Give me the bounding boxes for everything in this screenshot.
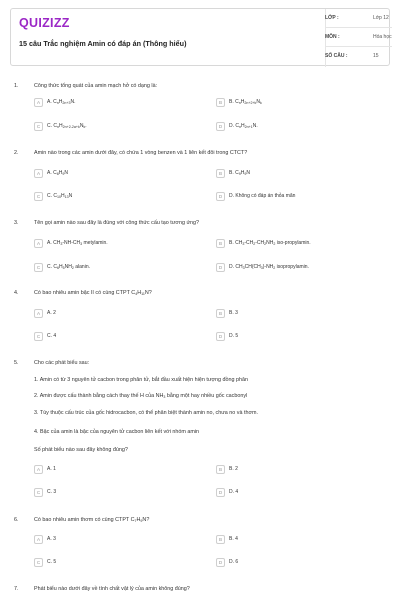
option-text: D. $C_nH_{2n+1}N$. <box>229 123 258 129</box>
option-text: B. $C_9H_9N$ <box>229 170 250 176</box>
option-letter-box: B <box>216 169 225 178</box>
question-text: Có bao nhiêu amin thơm có cùng CTPT $C_7H_9N$? <box>34 517 150 523</box>
option-text: B. $C_nH_{2n+2+k}N_k$ <box>229 99 262 105</box>
option-letter-box: A <box>34 309 43 318</box>
option-text: D. 6 <box>229 559 239 565</box>
option-letter-box: C <box>34 263 43 272</box>
answer-option-a[interactable] <box>34 309 202 319</box>
option-letter-box: C <box>34 192 43 201</box>
answer-option-b[interactable] <box>216 465 384 475</box>
answer-option-d[interactable] <box>216 558 384 568</box>
question-text: Công thức tổng quát của amin mạch hở có dạng là: <box>34 83 158 89</box>
answer-option-c[interactable] <box>34 122 202 132</box>
meta-label: MÔN : <box>325 34 340 40</box>
option-text: D. 5 <box>229 333 239 339</box>
meta-label: SỐ CÂU : <box>325 53 348 59</box>
option-letter-box: B <box>216 309 225 318</box>
answer-option-a[interactable] <box>34 465 202 475</box>
question-statement: 1. Amin có từ 3 nguyên tử cacbon trong phân tử, bắt đầu xuất hiện hiện tượng đồng phân <box>34 377 248 383</box>
meta-value: Lớp 12 <box>373 15 389 21</box>
option-letter-box: B <box>216 239 225 248</box>
meta-row-class <box>326 9 392 28</box>
answer-option-d[interactable] <box>216 263 384 273</box>
answer-option-c[interactable] <box>34 332 202 342</box>
question-statement: 3. Tùy thuộc cấu trúc của gốc hidrocacbon, có thể phân biệt thành amin no, chưa no và thơm. <box>34 410 259 416</box>
option-letter-box: D <box>216 488 225 497</box>
answer-option-c[interactable] <box>34 488 202 498</box>
option-text: C. 4 <box>47 333 57 339</box>
option-text: B. 3 <box>229 310 238 316</box>
option-text: D. $CH_3CH(CH_3)-NH_2$ isopropylamin. <box>229 264 309 270</box>
option-text: A. $CH_3-NH-CH_3$ metylamin. <box>47 240 108 246</box>
option-text: C. $C_{10}H_{13}N$ <box>47 193 73 199</box>
option-letter-box: B <box>216 465 225 474</box>
meta-label: LỚP : <box>325 15 339 21</box>
option-text: A. $C_nH_{2n+3}N$. <box>47 99 76 105</box>
option-text: A. $C_8H_9N$ <box>47 170 68 176</box>
answer-option-d[interactable] <box>216 122 384 132</box>
option-letter-box: C <box>34 332 43 341</box>
meta-row-count <box>326 47 392 66</box>
option-letter-box: D <box>216 558 225 567</box>
question-statement: 4. Bậc của amin là bậc của nguyên tử cacbon liên kết với nhóm amin <box>34 429 200 435</box>
option-letter-box: D <box>216 332 225 341</box>
option-text: A. 1 <box>47 466 56 472</box>
meta-value: Hóa học <box>373 34 392 40</box>
meta-value: 15 <box>373 53 379 59</box>
question-number: 6. <box>14 517 19 523</box>
option-text: D. 4 <box>229 489 239 495</box>
answer-option-a[interactable] <box>34 239 202 249</box>
answer-option-b[interactable] <box>216 169 384 179</box>
worksheet-header <box>10 8 390 66</box>
question-number: 3. <box>14 220 19 226</box>
option-text: B. $CH_3-CH_2-CH_2NH_2$ iso-propylamin. <box>229 240 311 246</box>
answer-option-b[interactable] <box>216 98 384 108</box>
question-number: 1. <box>14 83 19 89</box>
answer-option-a[interactable] <box>34 169 202 179</box>
answer-option-d[interactable] <box>216 192 384 202</box>
answer-option-c[interactable] <box>34 558 202 568</box>
option-letter-box: A <box>34 465 43 474</box>
answer-option-b[interactable] <box>216 309 384 319</box>
option-text: D. Không có đáp án thỏa mãn <box>229 193 296 199</box>
question-text: Amin nào trong các amin dưới đây, có chứa 1 vòng benzen và 1 liên kết đôi trong CTCT? <box>34 150 248 156</box>
option-text: A. 3 <box>47 536 56 542</box>
question-statement: 2. Amin được cấu thành bằng cách thay thế H của $NH_3$ bằng một hay nhiều gốc cacbonyl <box>34 393 248 399</box>
option-letter-box: B <box>216 98 225 107</box>
question-number: 4. <box>14 290 19 296</box>
question-number: 2. <box>14 150 19 156</box>
option-text: C. $C_nH_{2n+2-2a+k}N_k$. <box>47 123 87 129</box>
option-letter-box: B <box>216 535 225 544</box>
question-text: Phát biểu nào dưới đây về tính chất vật lý của amin không đúng? <box>34 586 190 592</box>
option-letter-box: C <box>34 122 43 131</box>
option-text: C. 5 <box>47 559 57 565</box>
answer-option-d[interactable] <box>216 332 384 342</box>
question-statement: Số phát biểu nào sau đây không đúng? <box>34 447 128 453</box>
answer-option-a[interactable] <box>34 98 202 108</box>
option-letter-box: C <box>34 488 43 497</box>
option-letter-box: A <box>34 98 43 107</box>
quizizz-logo: QUIZIZZ <box>19 16 70 30</box>
answer-option-a[interactable] <box>34 535 202 545</box>
option-text: B. 2 <box>229 466 238 472</box>
question-number: 7. <box>14 586 19 592</box>
answer-option-b[interactable] <box>216 535 384 545</box>
question-number: 5. <box>14 360 19 366</box>
option-letter-box: D <box>216 263 225 272</box>
answer-option-b[interactable] <box>216 239 384 249</box>
option-text: B. 4 <box>229 536 238 542</box>
option-letter-box: A <box>34 169 43 178</box>
meta-table <box>325 9 392 67</box>
question-text: Tên gọi amin nào sau đây là đúng với công thức cấu tạo tương ứng? <box>34 220 200 226</box>
answer-option-c[interactable] <box>34 263 202 273</box>
option-text: A. 2 <box>47 310 56 316</box>
option-text: C. 3 <box>47 489 57 495</box>
option-text: C. $C_6H_5NH_2$ alanin. <box>47 264 90 270</box>
answer-option-d[interactable] <box>216 488 384 498</box>
option-letter-box: D <box>216 122 225 131</box>
worksheet-title: 15 câu Trắc nghiệm Amin có đáp án (Thông hiểu) <box>19 39 187 48</box>
question-text: Cho các phát biểu sau: <box>34 360 90 366</box>
option-letter-box: C <box>34 558 43 567</box>
option-letter-box: A <box>34 535 43 544</box>
question-text: Có bao nhiêu amin bậc II có cùng CTPT $C_4H_{11}N$? <box>34 290 152 296</box>
meta-row-subject <box>326 28 392 47</box>
option-letter-box: D <box>216 192 225 201</box>
answer-option-c[interactable] <box>34 192 202 202</box>
option-letter-box: A <box>34 239 43 248</box>
